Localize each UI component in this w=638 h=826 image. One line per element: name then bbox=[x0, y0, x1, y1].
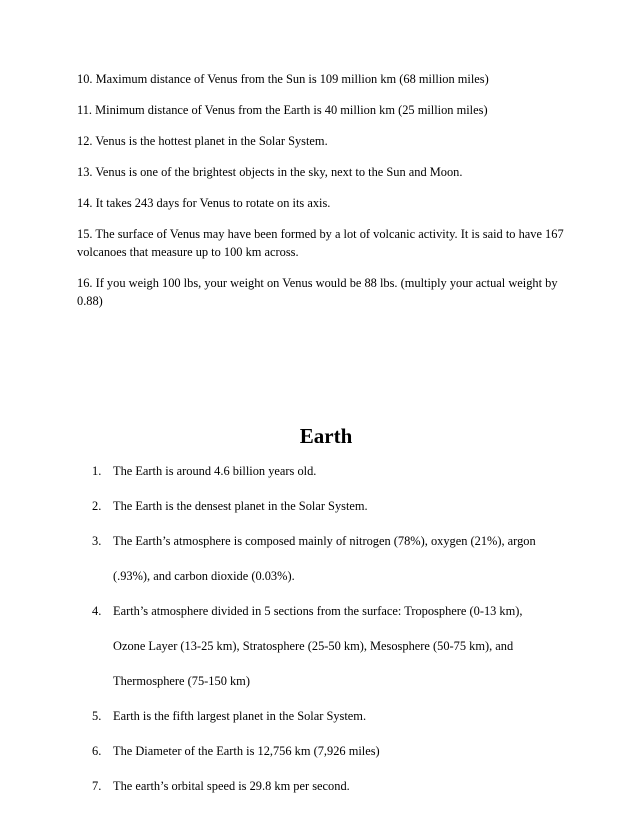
earth-item-2 bbox=[92, 497, 562, 532]
list-number: 7. bbox=[92, 779, 102, 793]
list-number: 6. bbox=[92, 744, 102, 758]
list-item-line: (.93%), and carbon dioxide (0.03%). bbox=[113, 569, 295, 583]
venus-fact-10: 10. Maximum distance of Venus from the Sun is 109 million km (68 million miles) bbox=[77, 72, 489, 86]
earth-item-6 bbox=[92, 742, 562, 777]
list-item-line: Thermosphere (75-150 km) bbox=[113, 674, 250, 688]
venus-fact-13: 13. Venus is one of the brightest objects in the sky, next to the Sun and Moon. bbox=[77, 165, 463, 179]
venus-facts-list bbox=[77, 70, 567, 323]
earth-item-5 bbox=[92, 707, 562, 742]
list-number: 5. bbox=[92, 709, 102, 723]
list-item-text bbox=[113, 462, 316, 497]
list-item-text bbox=[113, 777, 350, 812]
list-number: 3. bbox=[92, 534, 102, 548]
list-item-text bbox=[113, 742, 380, 777]
list-item-text bbox=[113, 707, 366, 742]
list-number: 1. bbox=[92, 464, 102, 478]
earth-facts-list bbox=[92, 462, 562, 812]
earth-item-7 bbox=[92, 777, 562, 812]
list-number: 4. bbox=[92, 604, 102, 618]
list-item-line: The Earth is the densest planet in the Solar System. bbox=[113, 499, 368, 513]
venus-fact-12: 12. Venus is the hottest planet in the Solar System. bbox=[77, 134, 328, 148]
list-item-line: Earth is the fifth largest planet in the Solar System. bbox=[113, 709, 367, 723]
venus-fact-15: 15. The surface of Venus may have been formed by a lot of volcanic activity. It is said to have 167 volcanoes that measure up to 100 km across. bbox=[77, 227, 564, 259]
list-item-line: The Earth is around 4.6 billion years old. bbox=[113, 464, 317, 478]
list-item-line: The Diameter of the Earth is 12,756 km (7,926 miles) bbox=[113, 744, 380, 758]
earth-heading: Earth bbox=[299, 424, 353, 448]
list-item-line: The Earth’s atmosphere is composed mainly of nitrogen (78%), oxygen (21%), argon bbox=[113, 534, 536, 548]
earth-item-4 bbox=[92, 602, 562, 707]
list-item-line: The earth’s orbital speed is 29.8 km per second. bbox=[113, 779, 350, 793]
list-item-text bbox=[113, 497, 368, 532]
list-item-text bbox=[113, 602, 523, 707]
list-number: 2. bbox=[92, 499, 102, 513]
list-item-line: Ozone Layer (13-25 km), Stratosphere (25-50 km), Mesosphere (50-75 km), and bbox=[113, 639, 514, 653]
list-item-line: Earth’s atmosphere divided in 5 sections from the surface: Troposphere (0-13 km), bbox=[113, 604, 523, 618]
venus-fact-11: 11. Minimum distance of Venus from the Earth is 40 million km (25 million miles) bbox=[77, 103, 488, 117]
earth-item-1 bbox=[92, 462, 562, 497]
list-item-text bbox=[113, 532, 536, 602]
earth-item-3 bbox=[92, 532, 562, 602]
venus-fact-16: 16. If you weigh 100 lbs, your weight on Venus would be 88 lbs. (multiply your actual weight by 0.88) bbox=[77, 276, 558, 308]
venus-fact-14: 14. It takes 243 days for Venus to rotate on its axis. bbox=[77, 196, 331, 210]
